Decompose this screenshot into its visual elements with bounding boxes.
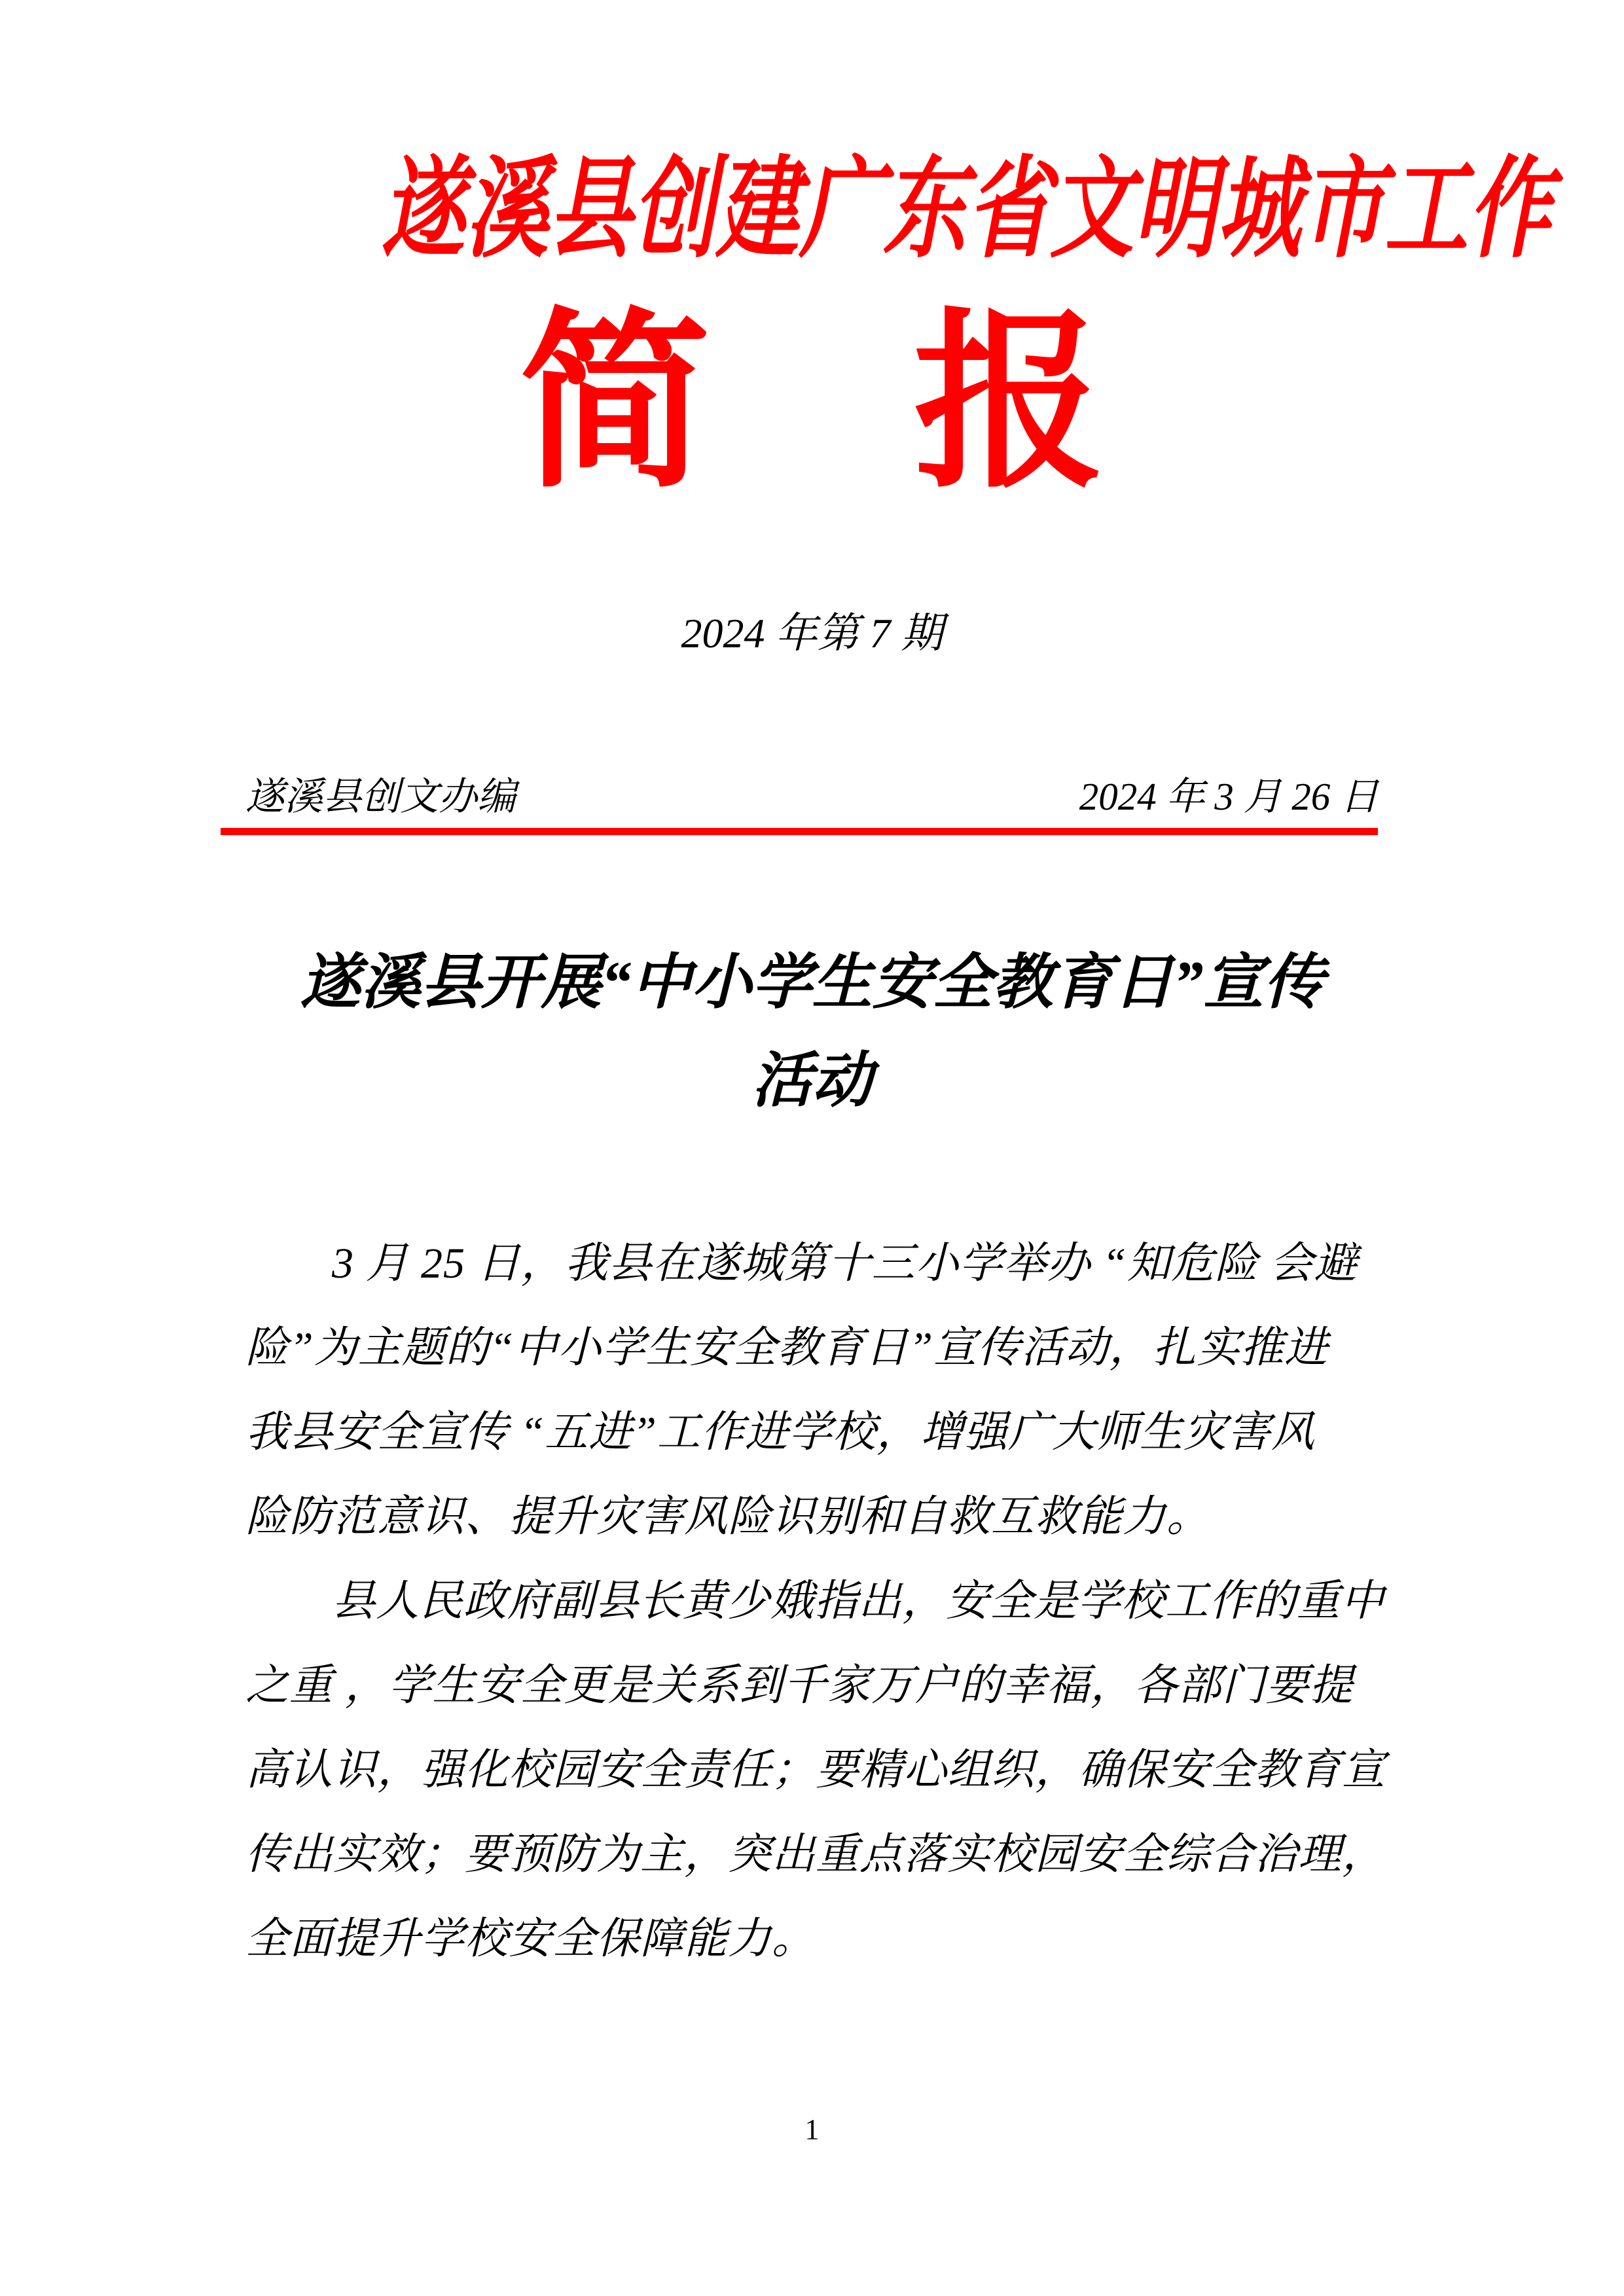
article-title [245, 933, 1379, 1130]
body-line: 我县安全宣传 “五进”工作进学校，增强广大师生灾害风 [245, 1408, 1315, 1456]
body-line: 险防范意识、提升灾害风险识别和自救互救能力。 [245, 1492, 1210, 1541]
paragraph [245, 1221, 1379, 1559]
article-title-line-1: 遂溪县开展“中小学生安全教育日”宣传 [300, 948, 1324, 1016]
editor-label: 遂溪县创文办编 [245, 774, 516, 818]
body-line: 传出实效；要预防为主，突出重点落实校园安全综合治理， [245, 1830, 1386, 1878]
masthead-bulletin-name [245, 299, 1379, 511]
bulletin-name-char-jian: 简 [519, 299, 711, 511]
article-body [245, 1221, 1386, 1981]
body-line: 险”为主题的“中小学生安全教育日”宣传活动，扎实推进 [245, 1323, 1329, 1372]
separator-rule [221, 828, 1378, 835]
body-line: 全面提升学校安全保障能力。 [245, 1914, 816, 1963]
publish-date: 2024 年 3 月 26 日 [1079, 774, 1379, 818]
page-number: 1 [804, 2113, 820, 2145]
body-line: 县人民政府副县长黄少娥指出，安全是学校工作的重中 [332, 1577, 1384, 1625]
masthead-meta-row [245, 774, 1379, 820]
body-line: 之重 ，学生安全更是关系到千家万户的幸福，各部门要提 [245, 1661, 1354, 1710]
body-line: 高认识，强化校园安全责任；要精心组织，确保安全教育宣 [245, 1746, 1386, 1794]
page-content [0, 147, 1624, 1981]
body-line: 3 月 25 日，我县在遂城第十三小学举办 “知危险 会避 [332, 1239, 1358, 1287]
masthead-organization-title: 遂溪县创建广东省文明城市工作 [381, 149, 1552, 271]
bulletin-name-char-bao: 报 [913, 299, 1105, 511]
paragraph [245, 1559, 1386, 1981]
article-title-line-2: 活动 [751, 1047, 873, 1114]
issue-number-line: 2024 年第 7 期 [681, 610, 943, 657]
